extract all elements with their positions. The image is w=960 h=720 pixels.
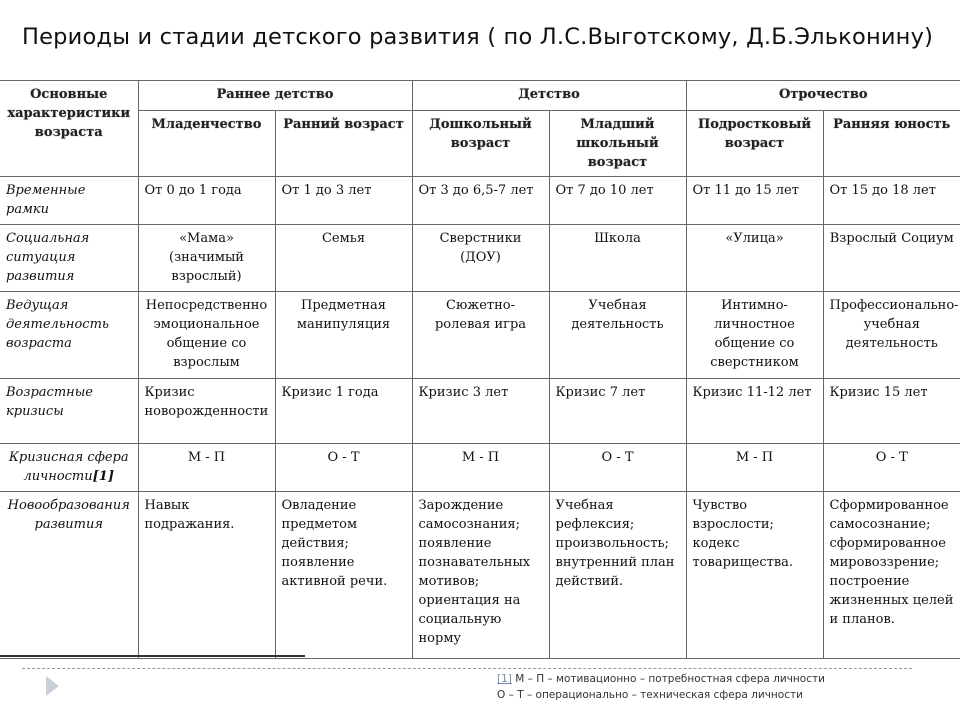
row-label: Возрастные кризисы [0, 379, 138, 444]
table-cell: Непосредственно эмоциональное общение со взрослым [138, 292, 275, 379]
table-cell: От 11 до 15 лет [686, 177, 823, 225]
stage-header: Ранняя юность [823, 111, 960, 177]
stage-header: Подростковый возраст [686, 111, 823, 177]
table-cell: Сюжетно-ролевая игра [412, 292, 549, 379]
table-row [0, 292, 960, 379]
table-cell: Школа [549, 225, 686, 292]
table-cell: Навык подражания. [138, 492, 275, 659]
table-row [0, 444, 960, 492]
table-row [0, 177, 960, 225]
table-row [0, 225, 960, 292]
table-cell: О - Т [823, 444, 960, 492]
table-cell: Кризис 7 лет [549, 379, 686, 444]
footnote-separator [22, 668, 912, 669]
group-header-childhood: Детство [412, 81, 686, 111]
development-stages-table [0, 80, 960, 659]
table-cell: Чувство взрослости; кодекс товарищества. [686, 492, 823, 659]
page-title: Периоды и стадии детского развития ( по Л.С.Выготскому, Д.Б.Эльконину) [22, 24, 934, 50]
table-cell: Кризис 3 лет [412, 379, 549, 444]
table-cell: Взрослый Социум [823, 225, 960, 292]
table-cell: Кризис 15 лет [823, 379, 960, 444]
table-cell: Интимно-личностное общение со сверстником [686, 292, 823, 379]
footnote-text: М – П – мотивационно – потребностная сфера личности [511, 673, 825, 685]
table-cell: От 15 до 18 лет [823, 177, 960, 225]
table-row [0, 492, 960, 659]
table-cell: От 3 до 6,5-7 лет [412, 177, 549, 225]
footnote-link[interactable]: [1] [497, 673, 512, 685]
footnote-ref: [1] [92, 469, 114, 484]
table-cell: Предметная манипуляция [275, 292, 412, 379]
table-cell: Профессионально-учебная деятельность [823, 292, 960, 379]
table-cell: Сверстники (ДОУ) [412, 225, 549, 292]
table-cell: О - Т [549, 444, 686, 492]
row-label-text: Кризисная сфера личности [8, 450, 129, 484]
stage-header: Младший школьный возраст [549, 111, 686, 177]
stage-header: Младенчество [138, 111, 275, 177]
table-cell: Сформированное самосознание; сформированное мировоззрение; построение жизненных целей и планов. [823, 492, 960, 659]
row-label: Новообразования развития [0, 492, 138, 659]
table-cell: Семья [275, 225, 412, 292]
row-label: Ведущая деятельность возраста [0, 292, 138, 379]
next-slide-arrow-icon[interactable] [46, 676, 59, 696]
table-cell: Кризис 11-12 лет [686, 379, 823, 444]
table-cell: От 7 до 10 лет [549, 177, 686, 225]
table-row [0, 379, 960, 444]
table-cell: Зарождение самосознания; появление познавательных мотивов; ориентация на социальную норму [412, 492, 549, 659]
corner-header: Основные характеристики возраста [0, 81, 138, 177]
row-label: Временные рамки [0, 177, 138, 225]
group-header-early-childhood: Раннее детство [138, 81, 412, 111]
table-cell: Учебная деятельность [549, 292, 686, 379]
table-cell: «Мама» (значимый взрослый) [138, 225, 275, 292]
table-cell: Учебная рефлексия; произвольность; внутренний план действий. [549, 492, 686, 659]
table-cell: М - П [412, 444, 549, 492]
footnote-line-1 [497, 673, 825, 685]
table-cell: От 1 до 3 лет [275, 177, 412, 225]
table-cell: О - Т [275, 444, 412, 492]
stage-header: Дошкольный возраст [412, 111, 549, 177]
table-cell: Овладение предметом действия; появление активной речи. [275, 492, 412, 659]
group-header-adolescence: Отрочество [686, 81, 960, 111]
table-cell: Кризис новорожденности [138, 379, 275, 444]
stage-header: Ранний возраст [275, 111, 412, 177]
footnote-line-2: О – Т – операционально – техническая сфера личности [497, 689, 803, 701]
table-bottom-rule [0, 655, 305, 657]
row-label: Социальная ситуация развития [0, 225, 138, 292]
table-cell: От 0 до 1 года [138, 177, 275, 225]
table-cell: Кризис 1 года [275, 379, 412, 444]
row-label [0, 444, 138, 492]
table-cell: М - П [138, 444, 275, 492]
table-cell: М - П [686, 444, 823, 492]
table-cell: «Улица» [686, 225, 823, 292]
